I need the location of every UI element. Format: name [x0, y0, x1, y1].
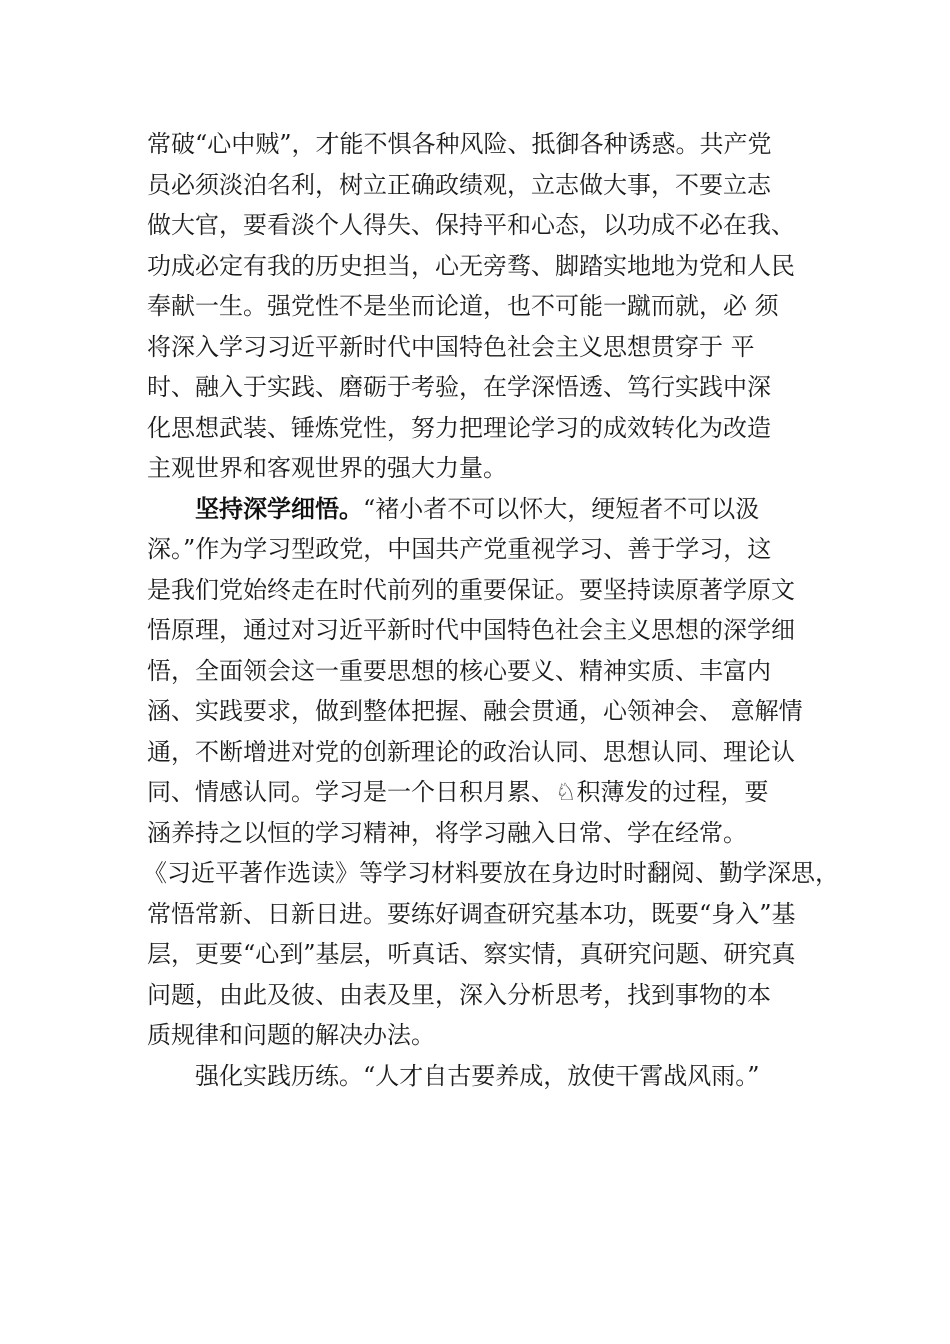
text-line: 问题，由此及彼、由表及里，深入分析思考，找到事物的本 — [147, 980, 771, 1009]
text-line: 主观世界和客观世界的强大力量。 — [147, 454, 507, 482]
text-line: 《习近平著作选读》等学习材料要放在身边时时翻阅、勤学深思， — [143, 859, 839, 887]
text-line: 质规律和问题的解决办法。 — [147, 1021, 435, 1049]
paragraph-1 — [147, 124, 847, 489]
text-line: 悟，全面领会这一重要思想的核心要义、精神实质、丰富内 — [147, 656, 771, 685]
text-line: 强化实践历练。“人才自古要养成，放使干霄战风雨。” — [195, 1061, 760, 1090]
text-line: 奉献一生。强党性不是坐而论道，也不可能一蹴而就，必 须 — [147, 292, 779, 320]
document-body — [143, 124, 847, 1096]
text-line: 同、情感认同。学习是一个日积月累、♘积薄发的过程，要 — [147, 778, 769, 806]
text-line: 功成必定有我的历史担当，心无旁骛、脚踏实地地为党和人民 — [147, 251, 795, 280]
text-line: 将深入学习习近平新时代中国特色社会主义思想贯穿于 平 — [147, 332, 755, 361]
text-line: 是我们党始终走在时代前列的重要保证。要坚持读原著学原文 — [147, 575, 795, 604]
section-heading: 坚持深学细悟。 — [195, 494, 363, 523]
text-line-rest: “褚小者不可以怀大，绠短者不可以汲 — [363, 494, 760, 523]
text-line: 涵、实践要求，做到整体把握、融会贯通，心领神会、 意解情 — [147, 697, 803, 725]
text-line: 通，不断增进对党的创新理论的政治认同、思想认同、理论认 — [147, 737, 795, 766]
text-line: 常破“心中贼”，才能不惧各种风险、抵御各种诱惑。共产党 — [147, 130, 772, 158]
text-line: 涵养持之以恒的学习精神，将学习融入日常、学在经常。 — [147, 818, 747, 847]
paragraph-3 — [147, 1056, 847, 1097]
text-line: 化思想武装、锤炼党性，努力把理论学习的成效转化为改造 — [147, 413, 771, 442]
text-line: 深。”作为学习型政党，中国共产党重视学习、善于学习，这 — [147, 535, 772, 563]
paragraph-2 — [143, 489, 847, 1056]
text-line: 做大官，要看淡个人得失、保持平和心态，以功成不必在我、 — [147, 211, 795, 239]
text-line: 时、融入于实践、磨砺于考验，在学深悟透、笃行实践中深 — [147, 373, 771, 401]
text-line: 员必须淡泊名利，树立正确政绩观，立志做大事，不要立志 — [147, 170, 771, 199]
text-line: 常悟常新、日新日进。要练好调查研究基本功，既要“身入”基 — [147, 899, 796, 928]
text-line: 层，更要“心到”基层，听真话、察实情，真研究问题、研究真 — [147, 940, 796, 968]
text-line: 悟原理，通过对习近平新时代中国特色社会主义思想的深学细 — [147, 616, 795, 644]
paragraph-2-first-line — [147, 489, 847, 530]
